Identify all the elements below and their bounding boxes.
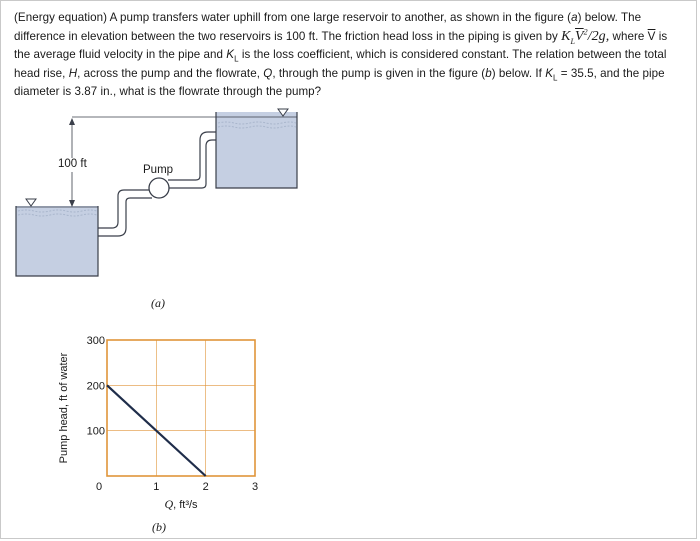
problem-intro: (Energy equation) A pump transfers water uphill from one large reservoir to another, as shown in the figure ( (14, 11, 572, 24)
x-tick-label: 3 (251, 481, 259, 493)
plot-frame (107, 340, 255, 476)
kl-sub: L (234, 54, 239, 64)
q-symbol: Q (263, 66, 273, 80)
formula-v: $\overline{V}$ (575, 28, 584, 44)
formula-k: K (561, 28, 571, 44)
formula-k-sub: L (570, 36, 576, 46)
y-tick-label: 100 (86, 425, 105, 438)
figure-b-ref: b (485, 66, 492, 80)
figure-a-ref: a (571, 11, 578, 24)
chart-ticks (87, 335, 258, 493)
pump-label: Pump (143, 164, 174, 176)
problem-text-4: is the average fluid velocity in the pipe and (14, 29, 668, 62)
h-symbol: H (68, 66, 78, 80)
v-symbol: $\overline{V}$ (647, 29, 656, 43)
x-axis-symbol: Q (164, 497, 174, 511)
x-axis-label (164, 497, 198, 511)
x-tick-label: 2 (202, 481, 209, 493)
problem-text-2: ) below. The difference in elevation between the two reservoirs is 100 ft. The friction head loss in the piping is given by (14, 11, 642, 43)
chart-grid (107, 340, 255, 476)
y-tick-label: 0 (95, 481, 103, 493)
kl2-symbol: K (545, 66, 553, 80)
kl2-sub: L (552, 73, 558, 83)
problem-text-9: = 35.5, and the pipe diameter is 3.87 in., what is the flowrate through the pump? (14, 66, 665, 99)
formula-rest: /2g, (587, 28, 610, 44)
y-tick-label: 200 (86, 380, 105, 393)
height-label: 100 ft (58, 158, 87, 170)
figure-a-caption: (a) (151, 296, 165, 310)
y-axis-label: Pump head, ft of water (58, 352, 70, 464)
x-tick-label: 1 (153, 481, 160, 493)
y-tick-label: 300 (86, 335, 105, 347)
problem-text-5: is the loss coefficient, which is considered constant. The relation between the total head rise, (14, 48, 667, 80)
problem-text-6: , across the pump and the flowrate, (77, 66, 264, 80)
problem-text-8: ) below. If (491, 66, 546, 80)
kl-symbol: K (226, 48, 235, 62)
problem-text-3: where (609, 29, 648, 43)
figure-b-caption: (b) (152, 520, 166, 534)
x-axis-unit: , ft³/s (173, 499, 198, 511)
problem-text-7: , through the pump is given in the figure ( (272, 66, 486, 80)
formula-exp: 2 (583, 26, 588, 36)
